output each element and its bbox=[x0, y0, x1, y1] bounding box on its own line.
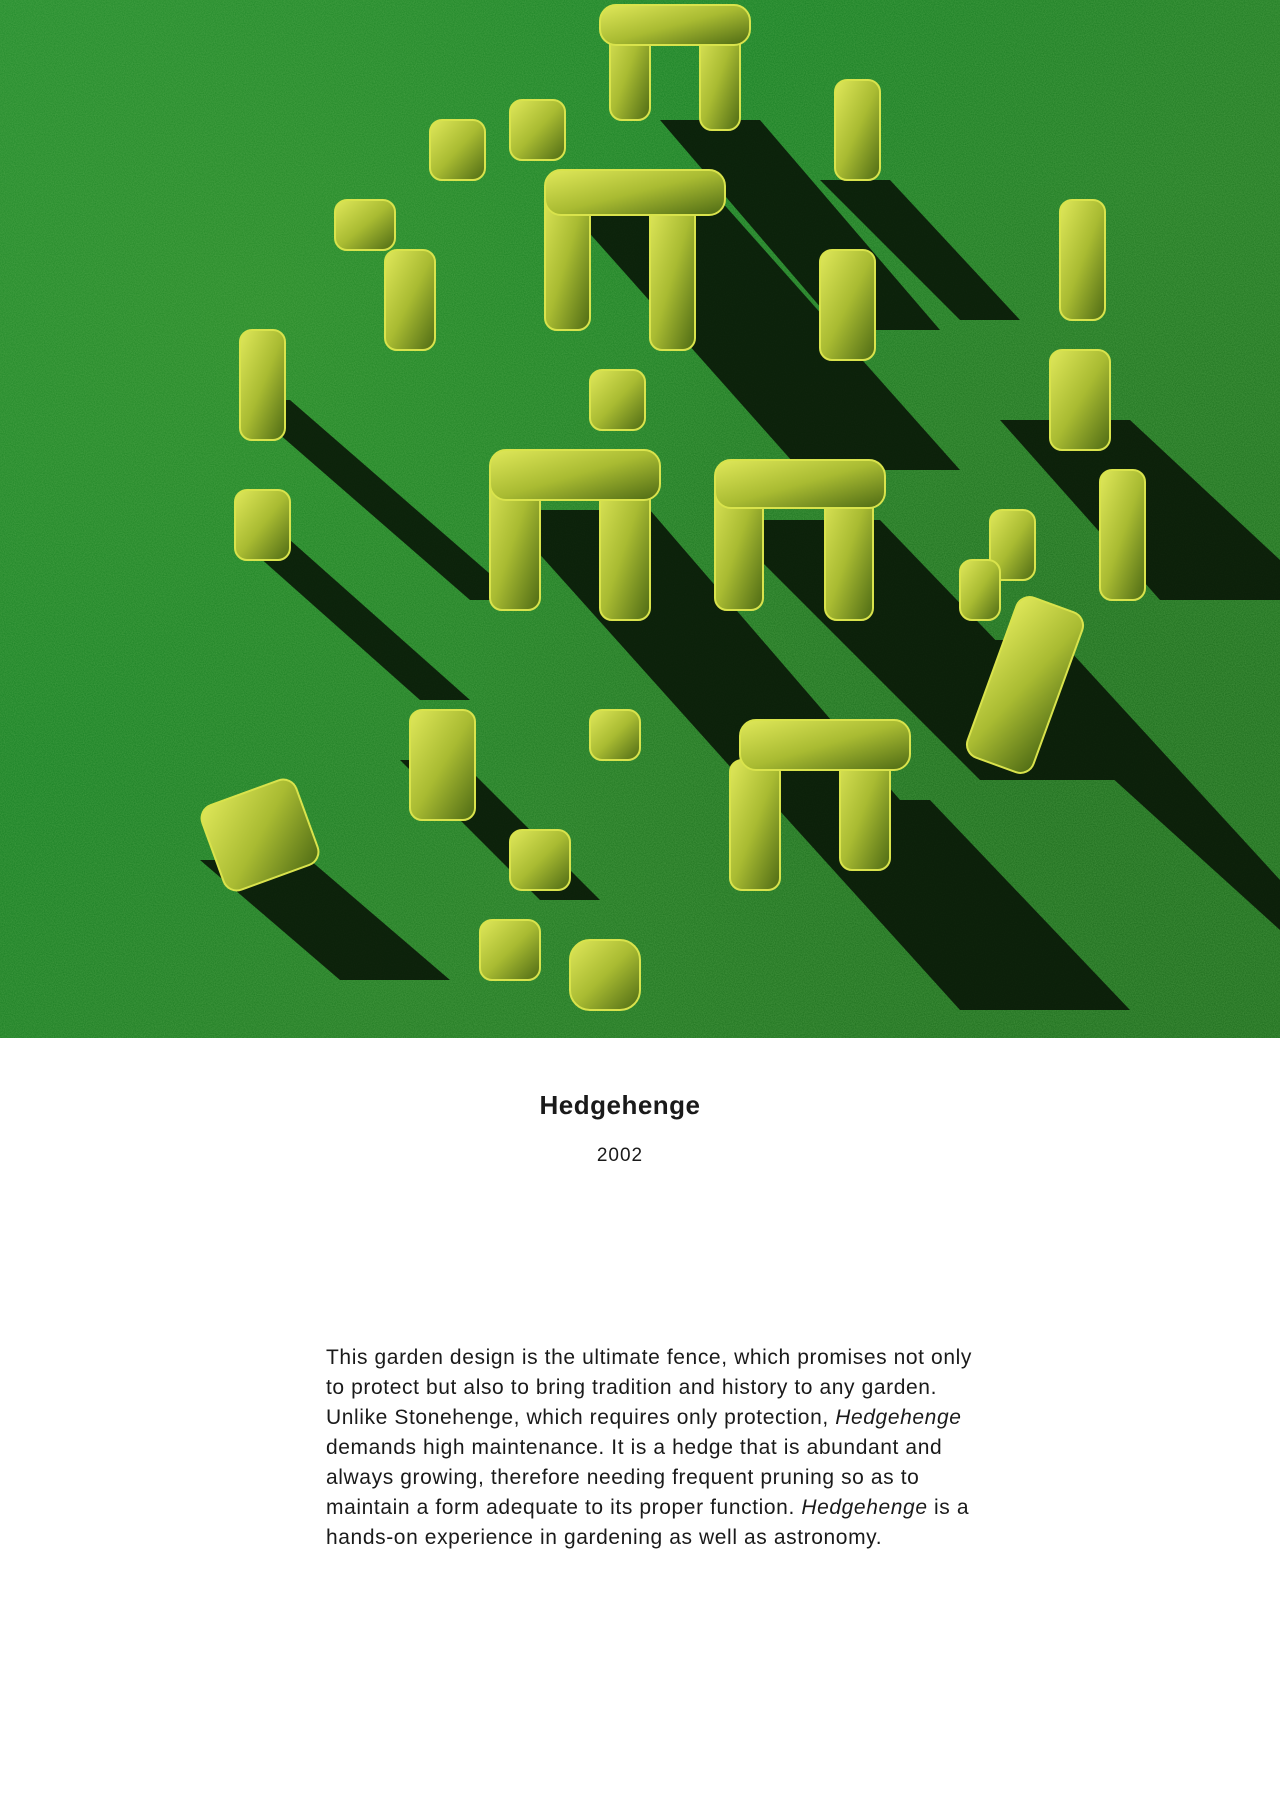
artwork-year: 2002 bbox=[596, 1145, 644, 1166]
description-emphasis-2: Hedgehenge bbox=[801, 1496, 928, 1519]
artwork-description bbox=[326, 1343, 986, 1553]
description-emphasis-1: Hedgehenge bbox=[835, 1406, 962, 1429]
description-text-3: is a hands-on experience in gardening as well as astronomy. bbox=[326, 1496, 970, 1549]
description-text-2: demands high maintenance. It is a hedge that is abundant and always growing, therefore needing frequent pruning so as to maintain a form adequate to its proper function. bbox=[326, 1436, 943, 1519]
artwork-title: Hedgehenge bbox=[539, 1090, 701, 1120]
description-text-1: This garden design is the ultimate fence, which promises not only to protect but also to bring tradition and history to any garden. Unlike Stonehenge, which requires only protection, bbox=[326, 1346, 972, 1429]
